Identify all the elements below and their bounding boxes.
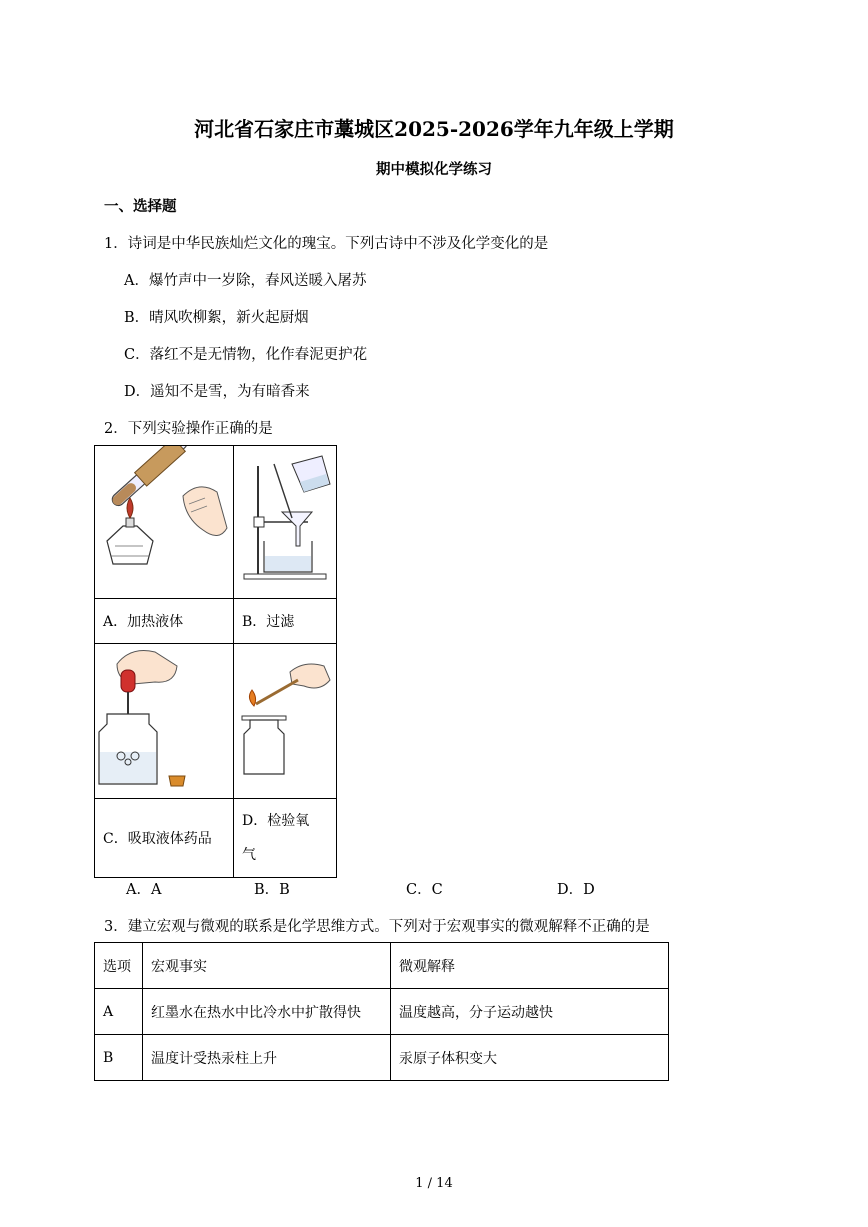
question-2-figure-table xyxy=(94,445,337,878)
page-subtitle: 期中模拟化学练习 xyxy=(376,161,492,178)
figure-d-label-line-2: 气 xyxy=(242,847,256,863)
table-cell: A xyxy=(95,989,143,1035)
question-1-option-a: A．爆竹声中一岁除，春风送暖入屠苏 xyxy=(124,273,367,289)
section-heading: 一、选择题 xyxy=(104,198,177,215)
question-2-choice-c: C．C xyxy=(406,882,443,898)
figure-a-label: A．加热液体 xyxy=(95,599,234,644)
table-row xyxy=(95,1035,669,1081)
heating-liquid-illustration xyxy=(95,446,233,594)
question-3-stem: 3．建立宏观与微观的联系是化学思维方式。下列对于宏观事实的微观解释不正确的是 xyxy=(104,919,650,935)
table-cell: 温度计受热汞柱上升 xyxy=(143,1035,391,1081)
table-cell: 汞原子体积变大 xyxy=(391,1035,669,1081)
figure-b-label: B．过滤 xyxy=(234,599,337,644)
question-1-option-b: B．晴风吹柳絮，新火起厨烟 xyxy=(124,310,309,326)
page-number: 1 / 14 xyxy=(415,1176,453,1191)
table-cell: 红墨水在热水中比冷水中扩散得快 xyxy=(143,989,391,1035)
table-header-macro: 宏观事实 xyxy=(143,943,391,989)
dropper-illustration xyxy=(95,644,233,794)
page-title: 河北省石家庄市藁城区2025-2026学年九年级上学期 xyxy=(194,117,674,141)
question-2-choice-a: A．A xyxy=(126,882,162,898)
oxygen-test-illustration xyxy=(234,644,336,794)
question-1-stem: 1．诗词是中华民族灿烂文化的瑰宝。下列古诗中不涉及化学变化的是 xyxy=(104,236,549,252)
figure-b-cell xyxy=(234,446,337,599)
question-2-stem: 2．下列实验操作正确的是 xyxy=(104,421,273,437)
table-row xyxy=(95,989,669,1035)
question-2-choice-b: B．B xyxy=(254,882,290,898)
table-header-micro: 微观解释 xyxy=(391,943,669,989)
figure-c-label: C．吸取液体药品 xyxy=(95,799,234,878)
figure-d-label xyxy=(234,799,337,878)
figure-c-cell xyxy=(95,644,234,799)
question-1-option-c: C．落红不是无情物，化作春泥更护花 xyxy=(124,347,368,363)
table-cell: 温度越高，分子运动越快 xyxy=(391,989,669,1035)
question-2-choice-d: D．D xyxy=(557,882,595,898)
figure-d-cell xyxy=(234,644,337,799)
figure-d-label-line-1: D．检验氧 xyxy=(242,813,310,829)
filtration-illustration xyxy=(234,446,336,594)
figure-a-cell xyxy=(95,446,234,599)
question-3-table xyxy=(94,942,669,1081)
table-header-option: 选项 xyxy=(95,943,143,989)
question-1-option-d: D．遥知不是雪，为有暗香来 xyxy=(124,384,310,400)
table-cell: B xyxy=(95,1035,143,1081)
